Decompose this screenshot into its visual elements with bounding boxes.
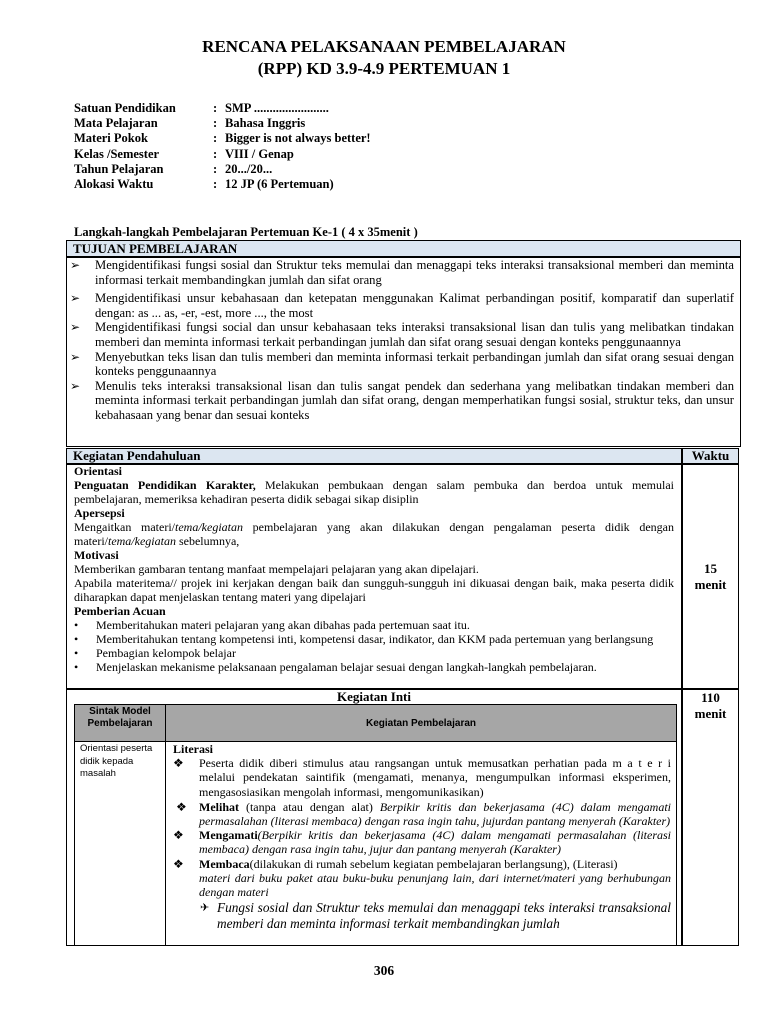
kegiatan-header: Kegiatan Pembelajaran: [165, 704, 677, 742]
tujuan-item-text: Menulis teks interaksi transaksional lisan dan tulis sangat pendek dan sederhana yang melibatkan tindakan memberi dan meminta informasi terkait perbandingan jumlah dan sifat orang, dengan memperhatikan fungsi sosial, struktur teks, dan unsur kebahasaan yang benar dan sesuai konteks: [95, 378, 734, 422]
waktu-inti-cell: [682, 689, 739, 946]
doc-title-line2: (RPP) KD 3.9-4.9 PERTEMUAN 1: [257, 59, 511, 78]
list-item: [74, 618, 674, 632]
identity-row: [74, 116, 371, 131]
identity-row: [74, 177, 371, 192]
identity-label: Alokasi Waktu: [74, 177, 154, 192]
identity-value: SMP ........................: [225, 101, 329, 115]
pendahuluan-content: [74, 464, 674, 674]
paragraph-italic: Fungsi sosial dan Struktur teks memulai dan menaggapi teks interaksi transaksional memberi dan meminta informasi terkait membandingkan jumlah: [217, 900, 671, 932]
diamond-bullet-icon: ❖: [173, 828, 184, 843]
waktu-number: 15: [704, 561, 717, 576]
identity-separator: :: [213, 161, 218, 176]
identity-separator: :: [213, 146, 218, 161]
item-label: Melihat: [199, 799, 239, 814]
identity-label: Mata Pelajaran: [74, 116, 158, 131]
identity-row: [74, 147, 371, 162]
arrow-bullet-icon: ➢: [70, 291, 81, 306]
langkah-heading: Langkah-langkah Pembelajaran Pertemuan Ke-1 ( 4 x 35menit ): [74, 225, 418, 239]
identity-separator: :: [213, 101, 218, 115]
paragraph: Apabila materitema// projek ini kerjakan dengan baik dan sungguh-sungguh ini dikuasai dengan baik, maka peserta didik diharapkan dapat menjelaskan tentang materi yang dipelajari: [74, 576, 674, 604]
pendahuluan-heading: Kegiatan Pendahuluan: [66, 448, 682, 464]
paragraph: pembelajaran yang akan dilakukan dengan pengalaman peserta didik dengan materi/: [74, 520, 674, 548]
paragraph: Mengaitkan materi/: [74, 520, 175, 534]
paragraph-italic: tema/kegiatan: [107, 534, 176, 548]
paragraph: (tanpa atau dengan alat): [239, 799, 380, 814]
doc-title-line1: RENCANA PELAKSANAAN PEMBELAJARAN: [202, 37, 566, 56]
sintak-header: Sintak Model Pembelajaran: [74, 704, 166, 742]
diamond-bullet-icon: ❖: [173, 756, 184, 771]
paragraph: melalui pendekatan saintifik (mengamati, menanya, mengumpulkan informasi eksperimen, mengasosiasikan mengolah informasi, mengomunikasikan): [199, 770, 671, 799]
paragraph: Memberikan gambaran tentang manfaat mempelajari pelajaran yang akan dipelajari.: [74, 562, 479, 576]
paragraph: (dilakukan di rumah sebelum kegiatan pembelajaran berlangsung), (Literasi): [249, 856, 618, 871]
list-item-text: Memberitahukan tentang kompetensi inti, kompetensi dasar, indikator, dan KKM pada pertemuan yang berlangsung: [96, 632, 654, 646]
bullet-icon: •: [74, 618, 79, 632]
identity-separator: :: [213, 131, 218, 146]
list-item: [74, 660, 674, 674]
list-item: [70, 350, 734, 379]
identity-label: Tahun Pelajaran: [74, 161, 164, 176]
paragraph: m a t e r i: [612, 756, 671, 771]
waktu-unit: menit: [694, 706, 727, 721]
list-item: [173, 900, 671, 932]
paragraph: Peserta didik diberi stimulus atau rangsangan untuk memusatkan perhatian pada: [199, 756, 607, 771]
tujuan-item-text: Mengidentifikasi unsur kebahasaan dan ketepatan menggunakan Kalimat perbandingan positif, komparatif dan superlatif dengan: as ... as, -er, -est, more ..., the most: [95, 291, 734, 320]
item-label: Membaca: [199, 856, 250, 871]
identity-label: Kelas /Semester: [74, 146, 160, 161]
identity-row: [74, 162, 371, 177]
section-label: Penguatan Pendidikan Karakter,: [74, 478, 256, 492]
acuan-list: [74, 618, 674, 674]
identity-value: VIII / Genap: [225, 146, 294, 161]
sintak-value: Orientasi peserta didik kepada masalah: [80, 743, 153, 780]
list-item: [70, 258, 734, 287]
waktu-inti: [682, 690, 739, 722]
tujuan-item-text: Mengidentifikasi fungsi social dan unsur kebahasaan teks interaksi transaksional lisan dan tulis yang melibatkan tindakan memberi dan meminta informasi terkait perbandingan jumlah dan sifat orang sesuai dengan konteks penggunaannya: [95, 320, 734, 349]
identity-value: Bahasa Inggris: [225, 116, 306, 131]
list-item: [74, 646, 674, 660]
identity-separator: :: [213, 116, 218, 131]
hollow-diamond-bullet-icon: ❖: [176, 799, 187, 814]
section-label: Orientasi: [74, 464, 122, 478]
section-label: Pemberian Acuan: [74, 604, 166, 618]
section-label: Literasi: [173, 742, 213, 756]
tujuan-heading: TUJUAN PEMBELAJARAN: [66, 240, 741, 257]
tujuan-item-text: Mengidentifikasi fungsi sosial dan Struktur teks memulai dan menaggapi teks interaksi transaksional memberi dan meminta informasi terkait membandingkan jumlah dan sifat orang: [95, 258, 734, 287]
list-item: [173, 756, 671, 799]
identity-value: 20.../20...: [225, 161, 273, 176]
bullet-icon: •: [74, 646, 79, 660]
paragraph-italic: tema/kegiatan: [175, 520, 243, 534]
paragraph-italic: (Berpikir kritis dan bekerjasama (4C) dalam mengamati permasalahan (literasi membaca) dengan rasa ingin tahu, jujur dan pantang menyerah (Karakter): [199, 828, 671, 857]
tujuan-list: [70, 258, 734, 423]
list-item-text: Memberitahukan materi pelajaran yang akan dibahas pada pertemuan saat itu.: [96, 618, 470, 632]
identity-row: [74, 101, 371, 116]
list-item: [70, 320, 734, 349]
identity-value: Bigger is not always better!: [225, 131, 371, 146]
section-label: Motivasi: [74, 548, 119, 562]
identity-separator: :: [213, 177, 218, 192]
bullet-icon: •: [74, 660, 79, 674]
list-item-text: Pembagian kelompok belajar: [96, 646, 236, 660]
waktu-number: 110: [701, 690, 720, 705]
paragraph: sebelumnya,: [175, 534, 240, 548]
waktu-pendahuluan: [682, 561, 739, 593]
list-item: [70, 379, 734, 423]
inti-heading: Kegiatan Inti: [336, 689, 412, 704]
identity-block: [74, 101, 371, 192]
list-item: [173, 828, 671, 856]
identity-label: Satuan Pendidikan: [74, 101, 176, 115]
hollow-diamond-bullet-icon: ❖: [173, 856, 184, 871]
tujuan-item-text: Menyebutkan teks lisan dan tulis memberi dan meminta informasi terkait perbandingan jumlah dan sifat orang sesuai dengan konteks penggunaannya: [95, 349, 734, 379]
identity-row: [74, 131, 371, 146]
item-label: Mengamati: [199, 828, 258, 843]
arrow-bullet-icon: ➢: [70, 320, 81, 335]
list-item: [70, 291, 734, 320]
page-number: 306: [373, 963, 395, 978]
list-item: [173, 857, 671, 900]
inti-content: [173, 742, 671, 932]
airplane-bullet-icon: ✈: [200, 902, 210, 915]
bullet-icon: •: [74, 632, 79, 646]
identity-value: 12 JP (6 Pertemuan): [225, 177, 334, 192]
paragraph-italic: materi dari buku paket atau buku-buku penunjang lain, dari internet/materi yang berhubungan dengan materi: [199, 870, 671, 900]
identity-label: Materi Pokok: [74, 131, 148, 146]
arrow-bullet-icon: ➢: [70, 349, 81, 364]
waktu-heading: Waktu: [682, 448, 739, 464]
list-item: [74, 632, 674, 646]
arrow-bullet-icon: ➢: [70, 258, 81, 272]
paragraph: Melakukan pembukaan dengan salam pembuka dan berdoa untuk memulai pembelajaran, memeriksa kehadiran peserta didik sebagai sikap disiplin: [74, 478, 674, 506]
list-item-text: Menjelaskan mekanisme pelaksanaan pengalaman belajar sesuai dengan langkah-langkah pembelajaran.: [96, 660, 597, 674]
section-label: Apersepsi: [74, 506, 125, 520]
arrow-bullet-icon: ➢: [70, 378, 81, 393]
waktu-unit: menit: [694, 577, 727, 592]
paragraph-italic: Berpikir kritis dan bekerjasama (4C) dalam mengamati permasalahan (literasi membaca) dengan rasa ingin tahu, jujurdan pantang menyerah (Karakter): [199, 799, 671, 829]
list-item: [173, 800, 671, 828]
